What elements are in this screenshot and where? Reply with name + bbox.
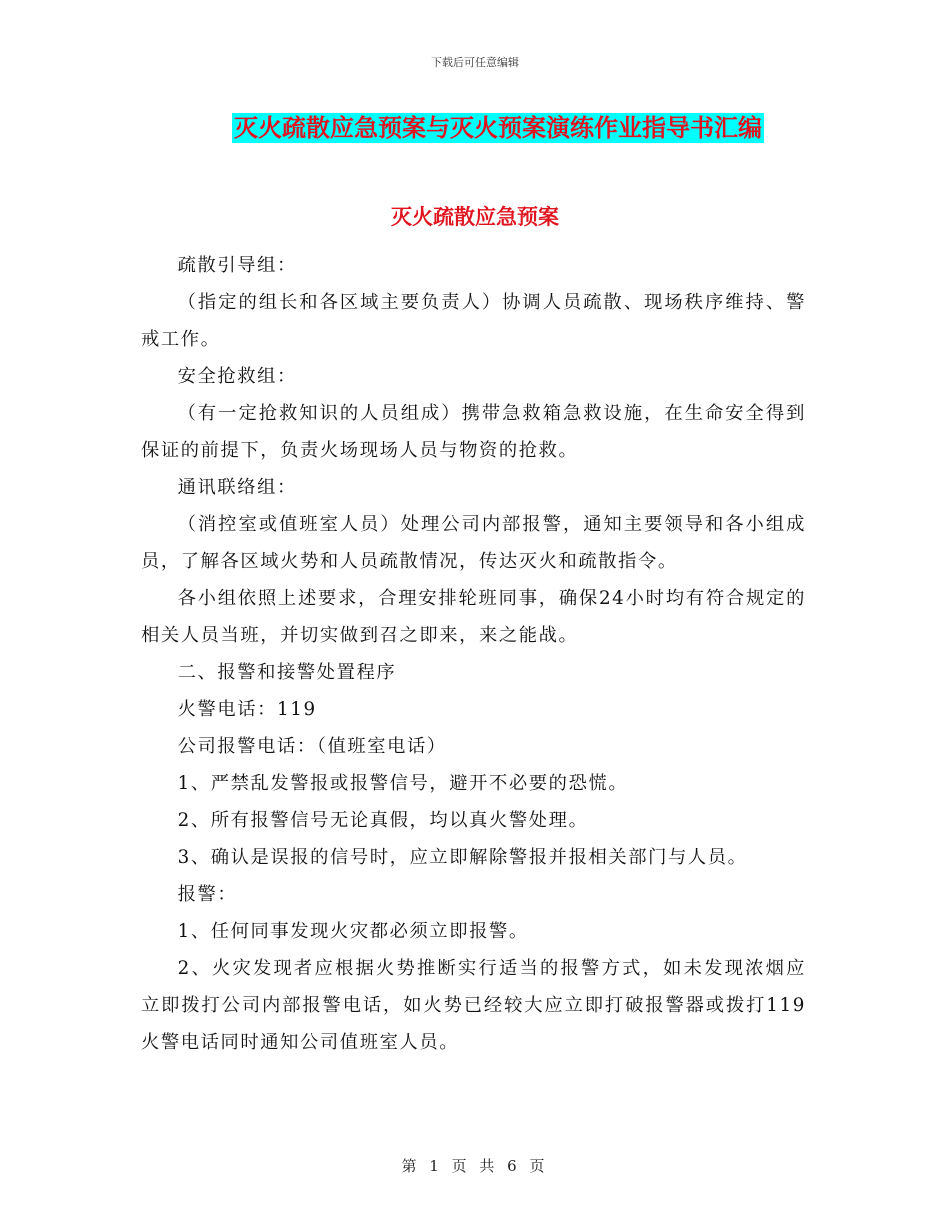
paragraph: （有一定抢救知识的人员组成）携带急救箱急救设施，在生命安全得到保证的前提下，负责火场现场人员与物资的抢救。: [141, 403, 806, 461]
paragraph: 2、所有报警信号无论真假，均以真火警处理。: [177, 810, 589, 831]
paragraph: 安全抢救组：: [177, 366, 297, 387]
paragraph: 3、确认是误报的信号时，应立即解除警报并报相关部门与人员。: [177, 847, 748, 868]
page-number: 第 1 页 共 6 页: [401, 1157, 549, 1175]
paragraph: 公司报警电话：（值班室电话）: [177, 736, 447, 757]
paragraph: 疏散引导组：: [177, 255, 297, 276]
paragraph: 二、报警和接警处置程序: [177, 662, 397, 683]
paragraph: 火警电话：119: [177, 699, 317, 720]
paragraph: 通讯联络组：: [177, 477, 297, 498]
document-title-container: [0, 113, 950, 143]
paragraph: （指定的组长和各区域主要负责人）协调人员疏散、现场秩序维持、警戒工作。: [141, 292, 806, 350]
paragraph: （消控室或值班室人员）处理公司内部报警，通知主要领导和各小组成员，了解各区域火势和人员疏散情况，传达灭火和疏散指令。: [141, 514, 806, 572]
paragraph: 1、严禁乱发警报或报警信号，避开不必要的恐慌。: [177, 773, 629, 794]
paragraph: 各小组依照上述要求，合理安排轮班同事，确保24小时均有符合规定的相关人员当班，并切实做到召之即来，来之能战。: [141, 588, 806, 646]
section-title: 灭火疏散应急预案: [391, 205, 559, 229]
paragraph: 2、火灾发现者应根据火势推断实行适当的报警方式，如未发现浓烟应立即拨打公司内部报警电话，如火势已经较大应立即打破报警器或拨打119火警电话同时通知公司值班室人员。: [141, 958, 806, 1053]
document-body: [141, 247, 806, 1061]
document-title: 灭火疏散应急预案与灭火预案演练作业指导书汇编: [234, 114, 762, 142]
page-header-note: 下载后可任意编辑: [431, 56, 519, 69]
paragraph: 报警：: [177, 884, 238, 905]
paragraph: 1、任何同事发现火灾都必须立即报警。: [177, 921, 529, 942]
